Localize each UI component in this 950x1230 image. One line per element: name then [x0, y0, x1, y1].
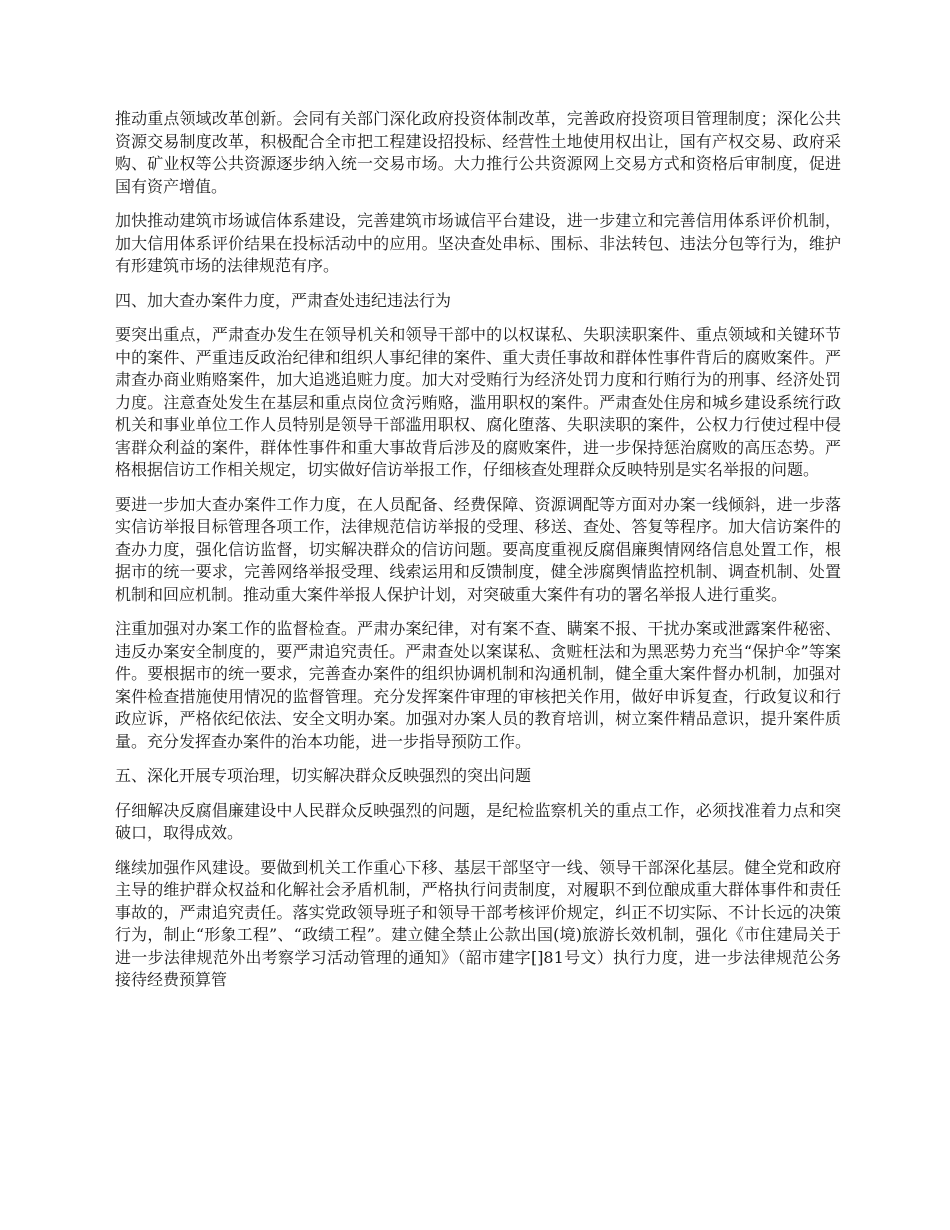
paragraph: 注重加强对办案工作的监督检查。严肃办案纪律，对有案不查、瞒案不报、干扰办案或泄露案件秘密、违反办案安全制度的，要严肃追究责任。严肃查处以案谋私、贪赃枉法和为黑恶势力充当“保护伞”等案件。要根据市的统一要求，完善查办案件的组织协调机制和沟通机制，健全重大案件督办机制，加强对案件检查措施使用情况的监督管理。充分发挥案件审理的审核把关作用，做好申诉复查，行政复议和行政应诉，严格依纪依法、安全文明办案。加强对办案人员的教育培训，树立案件精品意识，提升案件质量。充分发挥查办案件的治本功能，进一步指导预防工作。 [115, 619, 841, 751]
document-page [115, 108, 841, 1004]
section-heading: 五、深化开展专项治理，切实解决群众反映强烈的突出问题 [115, 766, 532, 785]
paragraph: 仔细解决反腐倡廉建设中人民群众反映强烈的问题，是纪检监察机关的重点工作，必须找准着力点和突破口，取得成效。 [115, 800, 841, 842]
paragraph: 要进一步加大查办案件工作力度，在人员配备、经费保障、资源调配等方面对办案一线倾斜，进一步落实信访举报目标管理各项工作，法律规范信访举报的受理、移送、查处、答复等程序。加大信访案件的查办力度，强化信访监督，切实解决群众的信访问题。要高度重视反腐倡廉舆情网络信息处置工作，根据市的统一要求，完善网络举报受理、线索运用和反馈制度，健全涉腐舆情监控机制、调查机制、处置机制和回应机制。推动重大案件举报人保护计划，对突破重大案件有功的署名举报人进行重奖。 [115, 494, 841, 604]
section-heading: 四、加大查办案件力度，严肃查处违纪违法行为 [115, 290, 452, 310]
paragraph: 继续加强作风建设。要做到机关工作重心下移、基层干部坚守一线、领导干部深化基层。健全党和政府主导的维护群众权益和化解社会矛盾机制，严格执行问责制度，对履职不到位酿成重大群体事件和责任事故的，严肃追究责任。落实党政领导班子和领导干部考核评价规定，纠正不切实际、不计长远的决策行为，制止“形象工程”、“政绩工程”。建立健全禁止公款出国(境)旅游长效机制，强化《市住建局关于进一步法律规范外出考察学习活动管理的通知》（韶市建字[]81号文）执行力度，进一步法律规范公务接待经费预算管 [115, 857, 841, 989]
paragraph: 加快推动建筑市场诚信体系建设，完善建筑市场诚信平台建设，进一步建立和完善信用体系评价机制，加大信用体系评价结果在投标活动中的应用。坚决查处串标、围标、非法转包、违法分包等行为，维护有形建筑市场的法律规范有序。 [115, 211, 841, 275]
paragraph: 推动重点领域改革创新。会同有关部门深化政府投资体制改革，完善政府投资项目管理制度；深化公共资源交易制度改革，积极配合全市把工程建设招投标、经营性土地使用权出让，国有产权交易、政府采购、矿业权等公共资源逐步纳入统一交易市场。大力推行公共资源网上交易方式和资格后审制度，促进国有资产增值。 [115, 109, 841, 196]
paragraph: 要突出重点，严肃查办发生在领导机关和领导干部中的以权谋私、失职渎职案件、重点领域和关键环节中的案件、严重违反政治纪律和组织人事纪律的案件、重大责任事故和群体性事件背后的腐败案件。严肃查办商业贿赂案件，加大追逃追赃力度。加大对受贿行为经济处罚力度和行贿行为的刑事、经济处罚力度。注意查处发生在基层和重点岗位贪污贿赂，滥用职权的案件。严肃查处住房和城乡建设系统行政机关和事业单位工作人员特别是领导干部滥用职权、腐化堕落、失职渎职的案件，公权力行使过程中侵害群众利益的案件，群体性事件和重大事故背后涉及的腐败案件，进一步保持惩治腐败的高压态势。严格根据信访工作相关规定，切实做好信访举报工作，仔细核查处理群众反映特别是实名举报的问题。 [115, 325, 841, 479]
